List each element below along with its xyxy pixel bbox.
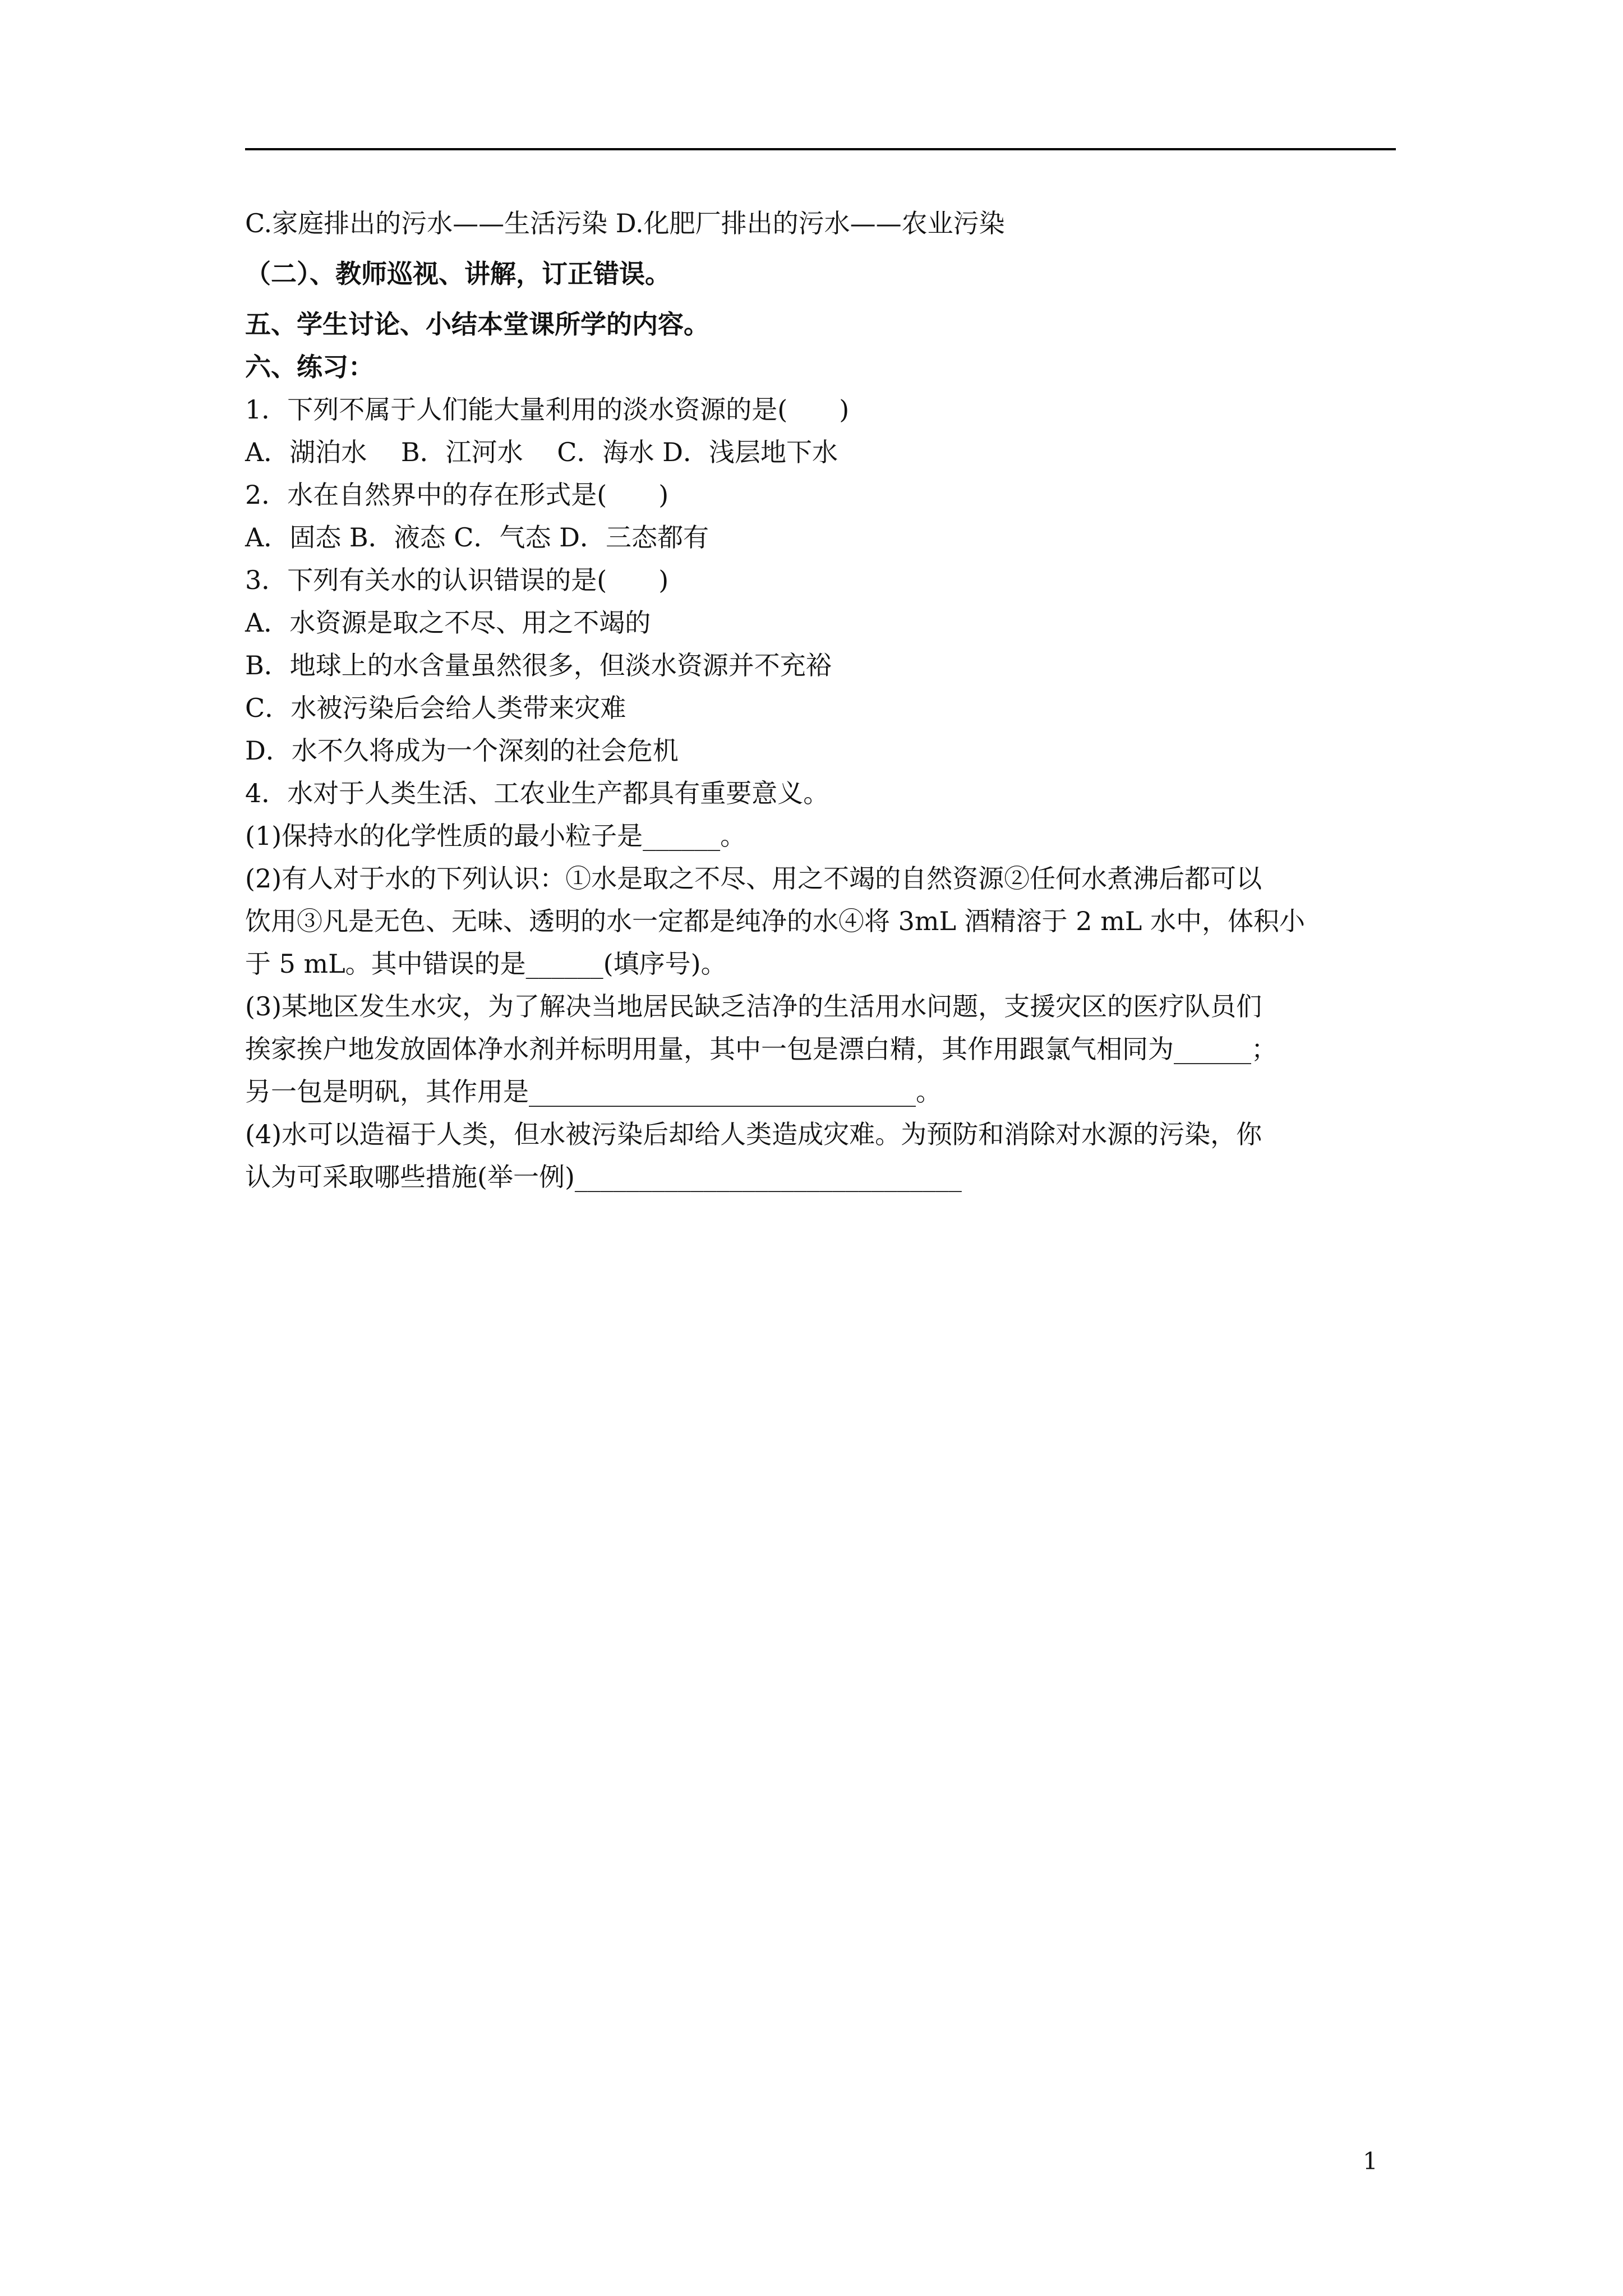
question-4-part-4-line-1: (4)水可以造福于人类，但水被污染后却给人类造成灾难。为预防和消除对水源的污染，你 [245, 1119, 1262, 1149]
page-content [245, 202, 1396, 1198]
question-4-part-3-line-2: 挨家挨户地发放固体净水剂并标明用量，其中一包是漂白精，其作用跟氯气相同为______； [245, 1034, 1277, 1064]
page-number: 1 [1363, 2147, 1378, 2175]
section-heading-teacher-review: （二）、教师巡视、讲解，订正错误。 [245, 259, 671, 289]
question-4-part-1: (1)保持水的化学性质的最小粒子是______。 [245, 821, 746, 851]
section-heading-exercise: 六、练习： [245, 352, 374, 382]
text-line-c-option: C.家庭排出的污水——生活污染 D.化肥厂排出的污水——农业污染 [245, 208, 1005, 238]
question-2-options: A．固态 B．液态 C．气态 D．三态都有 [245, 522, 709, 553]
question-4: 4．水对于人类生活、工农业生产都具有重要意义。 [245, 778, 829, 808]
question-4-part-2-line-1: (2)有人对于水的下列认识：①水是取之不尽、用之不竭的自然资源②任何水煮沸后都可以 [245, 863, 1262, 894]
question-4-part-3-line-3: 另一包是明矾，其作用是______________________________。 [245, 1076, 942, 1107]
question-3: 3．下列有关水的认识错误的是( ) [245, 565, 669, 595]
question-4-part-3-line-1: (3)某地区发生水灾，为了解决当地居民缺乏洁净的生活用水问题，支援灾区的医疗队员们 [245, 991, 1262, 1022]
section-heading-discussion: 五、学生讨论、小结本堂课所学的内容。 [245, 309, 709, 339]
question-1: 1．下列不属于人们能大量利用的淡水资源的是( ) [245, 394, 850, 425]
question-3-option-a: A．水资源是取之不尽、用之不竭的 [245, 608, 651, 638]
question-3-option-d: D．水不久将成为一个深刻的社会危机 [245, 735, 679, 766]
question-1-options: A．湖泊水 B．江河水 C．海水 D．浅层地下水 [245, 437, 838, 467]
question-3-option-b: B．地球上的水含量虽然很多，但淡水资源并不充裕 [245, 650, 832, 680]
header-rule [245, 148, 1396, 150]
question-4-part-2-line-2: 饮用③凡是无色、无味、透明的水一定都是纯净的水④将 3mL 酒精溶于 2 mL 水中，体积小 [245, 906, 1305, 936]
question-4-part-4-line-2: 认为可采取哪些措施(举一例)______________________________ [245, 1162, 962, 1192]
question-2: 2．水在自然界中的存在形式是( ) [245, 480, 669, 510]
question-3-option-c: C．水被污染后会给人类带来灾难 [245, 693, 626, 723]
question-4-part-2-line-3: 于 5 mL。其中错误的是______(填序号)。 [245, 949, 727, 979]
